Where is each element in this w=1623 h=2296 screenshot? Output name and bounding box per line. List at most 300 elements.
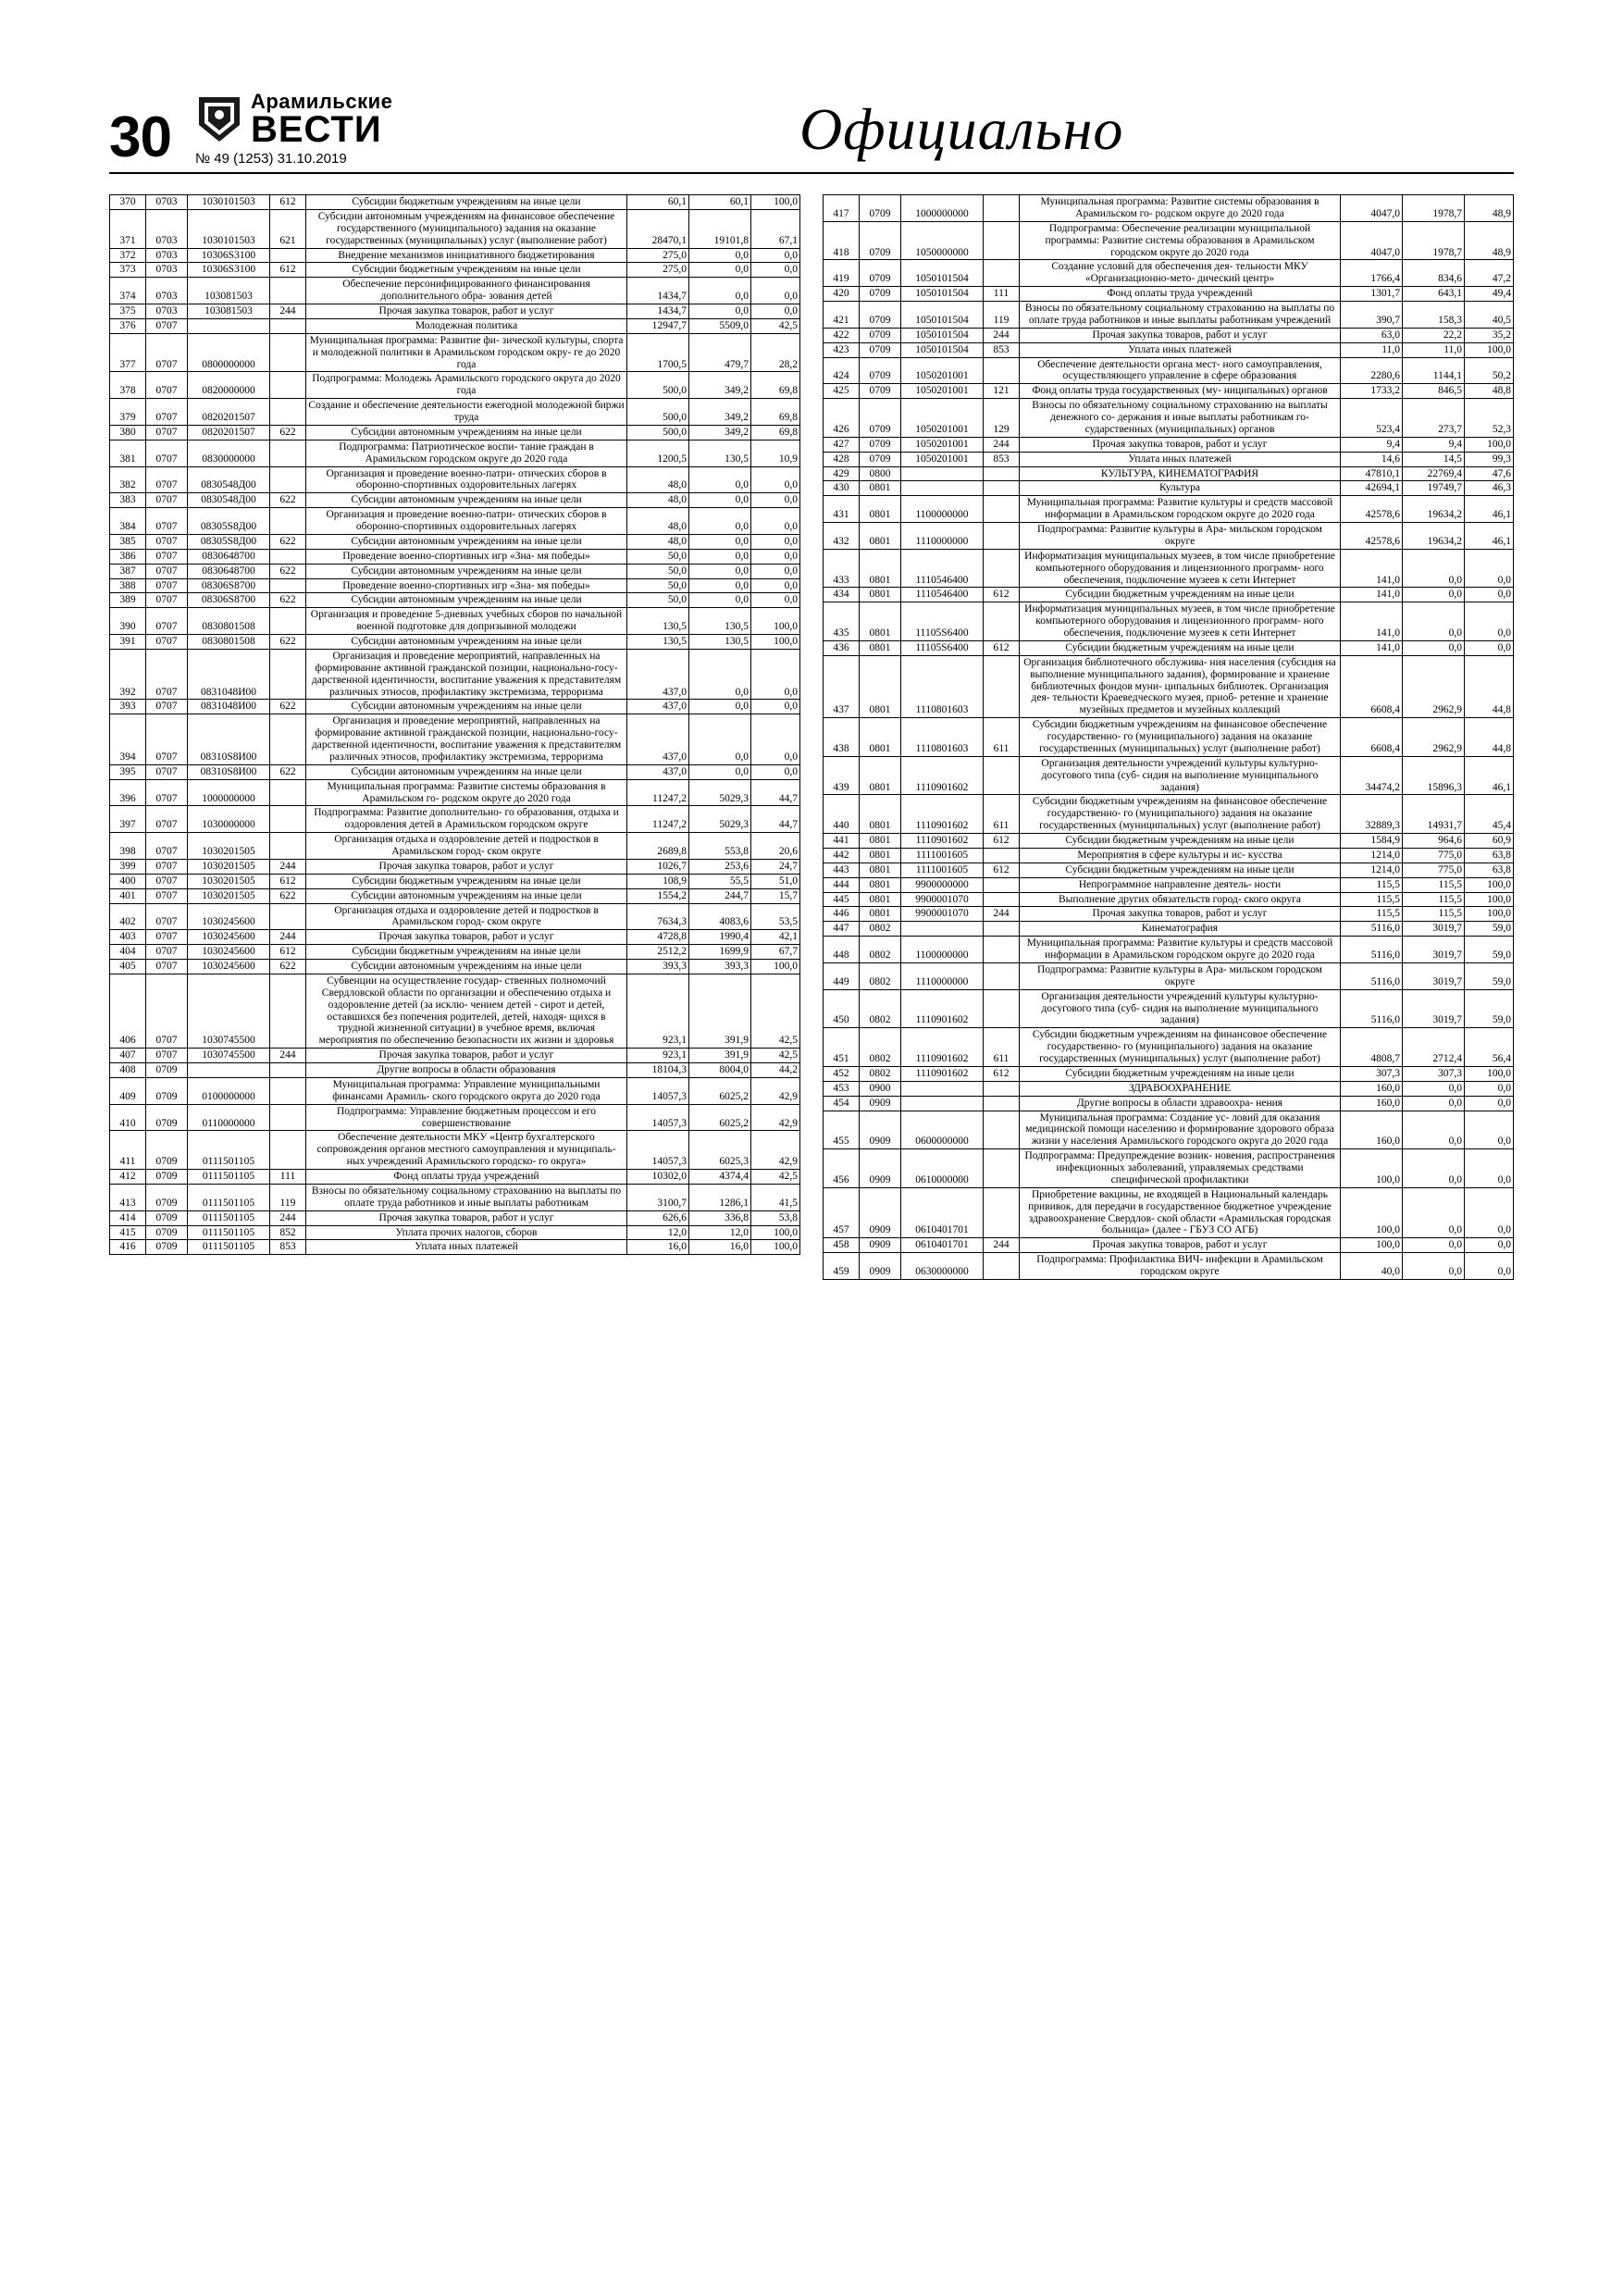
table-row <box>824 496 1514 523</box>
cell-v3: 45,4 <box>1465 795 1514 834</box>
cell-sec: 0707 <box>146 888 188 903</box>
left-column <box>109 194 800 1280</box>
cell-v2: 307,3 <box>1403 1066 1465 1081</box>
cell-name: Организация деятельности учреждений культуры культурно-досугового типа (суб- сидия на выполнение муниципального задания) <box>1020 989 1341 1028</box>
cell-v1: 63,0 <box>1341 328 1403 342</box>
cell-num: 436 <box>824 640 860 655</box>
cell-v3: 100,0 <box>751 195 800 210</box>
cell-name: Фонд оплаты труда учреждений <box>1020 287 1341 302</box>
cell-sec: 0801 <box>860 756 901 795</box>
cell-name: Взносы по обязательному социальному страхованию на выплаты денежного со- держания и иные выплаты работникам го- сударственных (муниципальных) органов <box>1020 399 1341 438</box>
cell-v3: 48,8 <box>1465 384 1514 399</box>
cell-vr <box>270 549 306 564</box>
cell-vr: 622 <box>270 564 306 578</box>
cell-num: 402 <box>110 903 146 930</box>
cell-num: 418 <box>824 221 860 260</box>
table-row <box>824 892 1514 907</box>
cell-name: Прочая закупка товаров, работ и услуг <box>1020 437 1341 452</box>
cell-v1: 12947,7 <box>627 318 689 333</box>
cell-name: Субсидии автономным учреждениям на иные цели <box>306 764 627 779</box>
table-row <box>824 342 1514 357</box>
cell-vr <box>270 608 306 635</box>
cell-code: 1030201505 <box>188 859 270 874</box>
cell-num: 449 <box>824 962 860 989</box>
cell-v3: 59,0 <box>1465 962 1514 989</box>
cell-name: Субсидии бюджетным учреждениям на финансовое обеспечение государственно- го (муниципального) задания на оказание государственных (муниципальных) услуг (выполнение работ) <box>1020 795 1341 834</box>
table-row <box>110 945 800 960</box>
cell-code: 0610401701 <box>901 1238 984 1253</box>
cell-vr <box>984 922 1020 937</box>
cell-v3: 56,4 <box>1465 1028 1514 1067</box>
cell-sec: 0707 <box>146 318 188 333</box>
cell-name: Субсидии бюджетным учреждениям на иные цели <box>306 874 627 888</box>
cell-v1: 2512,2 <box>627 945 689 960</box>
cell-v1: 626,6 <box>627 1210 689 1225</box>
cell-sec: 0709 <box>146 1210 188 1225</box>
table-row <box>110 974 800 1048</box>
cell-num: 398 <box>110 833 146 860</box>
cell-v3: 100,0 <box>1465 1066 1514 1081</box>
cell-v2: 0,0 <box>1403 1253 1465 1280</box>
cell-vr <box>270 440 306 466</box>
cell-code: 1110901602 <box>901 756 984 795</box>
cell-v2: 4374,4 <box>689 1170 751 1185</box>
cell-num: 443 <box>824 863 860 877</box>
cell-v2: 0,0 <box>689 493 751 508</box>
cell-v2: 0,0 <box>689 649 751 700</box>
cell-v1: 14057,3 <box>627 1104 689 1131</box>
cell-v3: 0,0 <box>751 564 800 578</box>
cell-name: Субсидии автономным учреждениям на иные цели <box>306 564 627 578</box>
cell-sec: 0800 <box>860 466 901 481</box>
cell-v2: 775,0 <box>1403 863 1465 877</box>
budget-table-right <box>823 194 1514 1280</box>
cell-code: 11105S6400 <box>901 640 984 655</box>
cell-v1: 50,0 <box>627 578 689 593</box>
cell-num: 431 <box>824 496 860 523</box>
cell-name: Подпрограмма: Развитие дополнительно- го образования, отдыха и оздоровления детей в Арамильском городском округе <box>306 806 627 833</box>
cell-code: 0111501105 <box>188 1225 270 1240</box>
cell-v3: 59,0 <box>1465 937 1514 963</box>
cell-sec: 0802 <box>860 1028 901 1067</box>
cell-num: 412 <box>110 1170 146 1185</box>
cell-name: Субсидии бюджетным учреждениям на иные цели <box>1020 1066 1341 1081</box>
cell-sec: 0707 <box>146 903 188 930</box>
cell-v3: 52,3 <box>1465 399 1514 438</box>
table-row <box>110 493 800 508</box>
cell-v1: 48,0 <box>627 493 689 508</box>
cell-v2: 0,0 <box>689 549 751 564</box>
cell-num: 375 <box>110 304 146 319</box>
cell-v2: 60,1 <box>689 195 751 210</box>
cell-name: Создание и обеспечение деятельности ежегодной молодежной биржи труда <box>306 399 627 426</box>
cell-code: 0111501105 <box>188 1131 270 1170</box>
cell-v1: 100,0 <box>1341 1187 1403 1238</box>
cell-name: Подпрограмма: Патриотическое воспи- тание граждан в Арамильском городском округе до 2020 года <box>306 440 627 466</box>
cell-vr <box>984 877 1020 892</box>
cell-v2: 14,5 <box>1403 452 1465 466</box>
cell-v1: 11247,2 <box>627 779 689 806</box>
cell-v2: 0,0 <box>689 466 751 493</box>
cell-num: 381 <box>110 440 146 466</box>
cell-vr: 612 <box>270 195 306 210</box>
cell-code: 0600000000 <box>901 1111 984 1149</box>
cell-vr <box>270 248 306 263</box>
cell-num: 429 <box>824 466 860 481</box>
cell-num: 455 <box>824 1111 860 1149</box>
cell-vr <box>984 195 1020 222</box>
cell-v1: 5116,0 <box>1341 922 1403 937</box>
cell-num: 427 <box>824 437 860 452</box>
cell-v3: 46,1 <box>1465 523 1514 550</box>
table-row <box>110 1184 800 1210</box>
cell-v3: 28,2 <box>751 333 800 372</box>
cell-vr <box>984 260 1020 287</box>
table-row <box>824 328 1514 342</box>
cell-vr: 612 <box>270 263 306 278</box>
cell-num: 373 <box>110 263 146 278</box>
cell-sec: 0801 <box>860 795 901 834</box>
cell-v3: 0,0 <box>751 278 800 304</box>
cell-sec: 0801 <box>860 602 901 641</box>
cell-name: Субсидии бюджетным учреждениям на иные цели <box>1020 863 1341 877</box>
cell-name: Обеспечение деятельности органа мест- ного самоуправления, осуществляющего управление в сфере образования <box>1020 357 1341 384</box>
cell-num: 371 <box>110 209 146 248</box>
cell-sec: 0707 <box>146 578 188 593</box>
cell-name: Внедрение механизмов инициативного бюджетирования <box>306 248 627 263</box>
table-row <box>110 1063 800 1078</box>
cell-num: 411 <box>110 1131 146 1170</box>
cell-name: Муниципальная программа: Создание ус- ловий для оказания медицинской помощи населению и формирование здорового образа жизни у населения Арамильского городского округа до 2020 года <box>1020 1111 1341 1149</box>
cell-code: 1030245600 <box>188 960 270 974</box>
cell-vr: 244 <box>270 859 306 874</box>
cell-v1: 115,5 <box>1341 877 1403 892</box>
cell-v2: 0,0 <box>689 578 751 593</box>
cell-code: 1050201001 <box>901 437 984 452</box>
cell-sec: 0709 <box>146 1184 188 1210</box>
cell-num: 376 <box>110 318 146 333</box>
cell-sec: 0709 <box>860 260 901 287</box>
cell-code: 1110901602 <box>901 1028 984 1067</box>
cell-v3: 44,7 <box>751 779 800 806</box>
cell-name: Проведение военно-спортивных игр «Зна- мя победы» <box>306 578 627 593</box>
cell-sec: 0707 <box>146 649 188 700</box>
table-row <box>110 806 800 833</box>
cell-num: 386 <box>110 549 146 564</box>
cell-v1: 923,1 <box>627 1049 689 1063</box>
table-row <box>824 922 1514 937</box>
cell-v1: 50,0 <box>627 593 689 608</box>
cell-num: 454 <box>824 1096 860 1111</box>
cell-v1: 60,1 <box>627 195 689 210</box>
cell-num: 438 <box>824 718 860 757</box>
table-row <box>110 779 800 806</box>
cell-v3: 0,0 <box>1465 602 1514 641</box>
table-row <box>824 756 1514 795</box>
page-title: Официально <box>799 96 1124 162</box>
cell-v3: 60,9 <box>1465 834 1514 849</box>
cell-v2: 0,0 <box>1403 1187 1465 1238</box>
cell-v2: 16,0 <box>689 1240 751 1255</box>
cell-num: 377 <box>110 333 146 372</box>
cell-sec: 0801 <box>860 877 901 892</box>
cell-v2: 0,0 <box>1403 1111 1465 1149</box>
cell-v2: 0,0 <box>1403 588 1465 602</box>
cell-sec: 0801 <box>860 588 901 602</box>
cell-vr <box>984 892 1020 907</box>
cell-v1: 2689,8 <box>627 833 689 860</box>
cell-vr: 244 <box>270 1210 306 1225</box>
cell-name: Организация отдыха и оздоровление детей и подростков в Арамильском город- ском округе <box>306 833 627 860</box>
cell-code: 1030245600 <box>188 930 270 945</box>
table-row <box>824 1111 1514 1149</box>
cell-num: 385 <box>110 534 146 549</box>
table-row <box>824 907 1514 922</box>
cell-sec: 0707 <box>146 333 188 372</box>
cell-v1: 1766,4 <box>1341 260 1403 287</box>
cell-sec: 0707 <box>146 945 188 960</box>
cell-v3: 49,4 <box>1465 287 1514 302</box>
table-row <box>824 260 1514 287</box>
cell-v1: 1434,7 <box>627 278 689 304</box>
cell-name: Субсидии бюджетным учреждениям на иные цели <box>1020 588 1341 602</box>
cell-sec: 0707 <box>146 425 188 440</box>
cell-v1: 12,0 <box>627 1225 689 1240</box>
cell-num: 440 <box>824 795 860 834</box>
cell-code: 1110000000 <box>901 962 984 989</box>
table-row <box>824 795 1514 834</box>
cell-num: 457 <box>824 1187 860 1238</box>
cell-v2: 0,0 <box>1403 1081 1465 1096</box>
table-row <box>110 700 800 714</box>
cell-v3: 0,0 <box>1465 1253 1514 1280</box>
cell-code: 0820201507 <box>188 425 270 440</box>
table-row <box>824 602 1514 641</box>
cell-name: Субсидии автономным учреждениям на иные цели <box>306 534 627 549</box>
cell-v2: 0,0 <box>1403 549 1465 588</box>
cell-v2: 0,0 <box>689 248 751 263</box>
cell-v3: 53,8 <box>751 1210 800 1225</box>
cell-sec: 0709 <box>146 1077 188 1104</box>
cell-v3: 0,0 <box>1465 1081 1514 1096</box>
cell-name: Субсидии автономным учреждениям на иные цели <box>306 493 627 508</box>
cell-sec: 0707 <box>146 930 188 945</box>
cell-code: 08305S8Д00 <box>188 508 270 535</box>
cell-v3: 100,0 <box>1465 342 1514 357</box>
cell-v3: 42,9 <box>751 1077 800 1104</box>
table-row <box>824 848 1514 863</box>
cell-name: Субсидии автономным учреждениям на иные цели <box>306 888 627 903</box>
cell-num: 432 <box>824 523 860 550</box>
cell-v2: 115,5 <box>1403 877 1465 892</box>
cell-sec: 0707 <box>146 859 188 874</box>
content-columns <box>109 194 1514 1280</box>
cell-num: 382 <box>110 466 146 493</box>
cell-vr: 622 <box>270 960 306 974</box>
cell-v1: 48,0 <box>627 534 689 549</box>
cell-name: Мероприятия в сфере культуры и ис- кусства <box>1020 848 1341 863</box>
cell-sec: 0707 <box>146 372 188 399</box>
cell-code: 1030101503 <box>188 209 270 248</box>
cell-v1: 28470,1 <box>627 209 689 248</box>
cell-v1: 1554,2 <box>627 888 689 903</box>
cell-num: 401 <box>110 888 146 903</box>
table-row <box>824 588 1514 602</box>
table-row <box>824 863 1514 877</box>
cell-code: 103081503 <box>188 278 270 304</box>
cell-vr <box>984 848 1020 863</box>
table-row <box>110 1170 800 1185</box>
table-row <box>110 1210 800 1225</box>
cell-sec: 0707 <box>146 508 188 535</box>
budget-table-left <box>109 194 800 1255</box>
cell-v2: 349,2 <box>689 372 751 399</box>
cell-v2: 0,0 <box>1403 602 1465 641</box>
cell-num: 414 <box>110 1210 146 1225</box>
table-row <box>110 549 800 564</box>
cell-code: 0830801508 <box>188 635 270 650</box>
table-row <box>824 466 1514 481</box>
cell-v2: 0,0 <box>1403 1149 1465 1188</box>
cell-v3: 42,9 <box>751 1104 800 1131</box>
cell-sec: 0709 <box>146 1240 188 1255</box>
cell-v3: 100,0 <box>1465 437 1514 452</box>
cell-sec: 0909 <box>860 1187 901 1238</box>
cell-num: 392 <box>110 649 146 700</box>
table-row <box>824 1081 1514 1096</box>
cell-v2: 0,0 <box>689 508 751 535</box>
cell-v2: 5029,3 <box>689 806 751 833</box>
cell-vr <box>270 806 306 833</box>
cell-vr: 852 <box>270 1225 306 1240</box>
cell-v2: 19634,2 <box>1403 523 1465 550</box>
cell-num: 452 <box>824 1066 860 1081</box>
cell-name: Субсидии бюджетным учреждениям на иные цели <box>306 195 627 210</box>
cell-sec: 0909 <box>860 1111 901 1149</box>
table-row <box>824 640 1514 655</box>
table-row <box>110 1131 800 1170</box>
cell-vr <box>984 221 1020 260</box>
cell-v3: 0,0 <box>751 304 800 319</box>
cell-code: 103081503 <box>188 304 270 319</box>
table-row <box>110 1077 800 1104</box>
cell-v2: 130,5 <box>689 440 751 466</box>
cell-v2: 158,3 <box>1403 302 1465 329</box>
cell-v2: 5509,0 <box>689 318 751 333</box>
cell-v2: 1699,9 <box>689 945 751 960</box>
cell-v1: 275,0 <box>627 263 689 278</box>
cell-name: Информатизация муниципальных музеев, в том числе приобретение компьютерного оборудования и лицензионного программ- ного обеспечения, подключение музеев к сети Интернет <box>1020 602 1341 641</box>
cell-v3: 100,0 <box>751 960 800 974</box>
cell-sec: 0709 <box>146 1063 188 1078</box>
cell-code <box>901 1096 984 1111</box>
cell-code: 11105S6400 <box>901 602 984 641</box>
cell-num: 374 <box>110 278 146 304</box>
table-row <box>110 564 800 578</box>
cell-num: 430 <box>824 481 860 496</box>
cell-code: 1100000000 <box>901 937 984 963</box>
cell-name: Организация и проведение военно-патри- отических сборов в оборонно-спортивных оздоровительных лагерях <box>306 466 627 493</box>
cell-name: Взносы по обязательному социальному страхованию на выплаты по оплате труда работников и иные выплаты работникам <box>306 1184 627 1210</box>
table-row <box>110 209 800 248</box>
cell-name: Молодежная политика <box>306 318 627 333</box>
cell-sec: 0909 <box>860 1253 901 1280</box>
cell-v3: 47,6 <box>1465 466 1514 481</box>
cell-v3: 0,0 <box>751 764 800 779</box>
cell-v3: 0,0 <box>1465 640 1514 655</box>
cell-name: Прочая закупка товаров, работ и услуг <box>306 304 627 319</box>
cell-sec: 0709 <box>860 221 901 260</box>
cell-code: 08310S8И00 <box>188 764 270 779</box>
cell-name: Муниципальная программа: Развитие фи- зической культуры, спорта и молодежной политики в Арамильском городском окру- ге до 2020 года <box>306 333 627 372</box>
cell-sec: 0802 <box>860 1066 901 1081</box>
cell-sec: 0707 <box>146 779 188 806</box>
cell-name: Проведение военно-спортивных игр «Зна- мя победы» <box>306 549 627 564</box>
table-row <box>110 372 800 399</box>
cell-name: Прочая закупка товаров, работ и услуг <box>1020 328 1341 342</box>
cell-v1: 393,3 <box>627 960 689 974</box>
cell-v3: 63,8 <box>1465 863 1514 877</box>
cell-sec: 0709 <box>146 1131 188 1170</box>
cell-vr <box>984 466 1020 481</box>
cell-code: 1110546400 <box>901 588 984 602</box>
cell-code: 1030000000 <box>188 806 270 833</box>
cell-vr <box>270 578 306 593</box>
cell-v1: 500,0 <box>627 399 689 426</box>
cell-name: Подпрограмма: Профилактика ВИЧ- инфекции в Арамильском городском округе <box>1020 1253 1341 1280</box>
cell-code: 10306S3100 <box>188 248 270 263</box>
cell-sec: 0709 <box>860 287 901 302</box>
cell-sec: 0801 <box>860 481 901 496</box>
cell-v3: 44,8 <box>1465 655 1514 717</box>
cell-num: 393 <box>110 700 146 714</box>
cell-v2: 130,5 <box>689 608 751 635</box>
cell-code: 1030745500 <box>188 1049 270 1063</box>
cell-v2: 1144,1 <box>1403 357 1465 384</box>
cell-v1: 500,0 <box>627 425 689 440</box>
cell-vr: 622 <box>270 888 306 903</box>
cell-v3: 44,8 <box>1465 718 1514 757</box>
cell-code: 1050101504 <box>901 260 984 287</box>
table-row <box>824 877 1514 892</box>
cell-num: 421 <box>824 302 860 329</box>
cell-sec: 0801 <box>860 496 901 523</box>
cell-vr: 244 <box>270 1049 306 1063</box>
cell-num: 399 <box>110 859 146 874</box>
cell-vr <box>984 1187 1020 1238</box>
cell-sec: 0709 <box>146 1104 188 1131</box>
cell-code: 0610401701 <box>901 1187 984 1238</box>
cell-v1: 42578,6 <box>1341 523 1403 550</box>
cell-vr: 244 <box>984 907 1020 922</box>
cell-v1: 3100,7 <box>627 1184 689 1210</box>
cell-sec: 0909 <box>860 1149 901 1188</box>
cell-vr <box>984 1096 1020 1111</box>
cell-v3: 100,0 <box>751 635 800 650</box>
cell-sec: 0801 <box>860 834 901 849</box>
cell-v2: 115,5 <box>1403 892 1465 907</box>
cell-num: 437 <box>824 655 860 717</box>
cell-v2: 349,2 <box>689 399 751 426</box>
table-row <box>110 593 800 608</box>
cell-num: 426 <box>824 399 860 438</box>
cell-v1: 1584,9 <box>1341 834 1403 849</box>
table-row <box>110 714 800 765</box>
cell-sec: 0709 <box>146 1225 188 1240</box>
table-row <box>110 425 800 440</box>
cell-v1: 1214,0 <box>1341 863 1403 877</box>
cell-vr: 611 <box>984 1028 1020 1067</box>
